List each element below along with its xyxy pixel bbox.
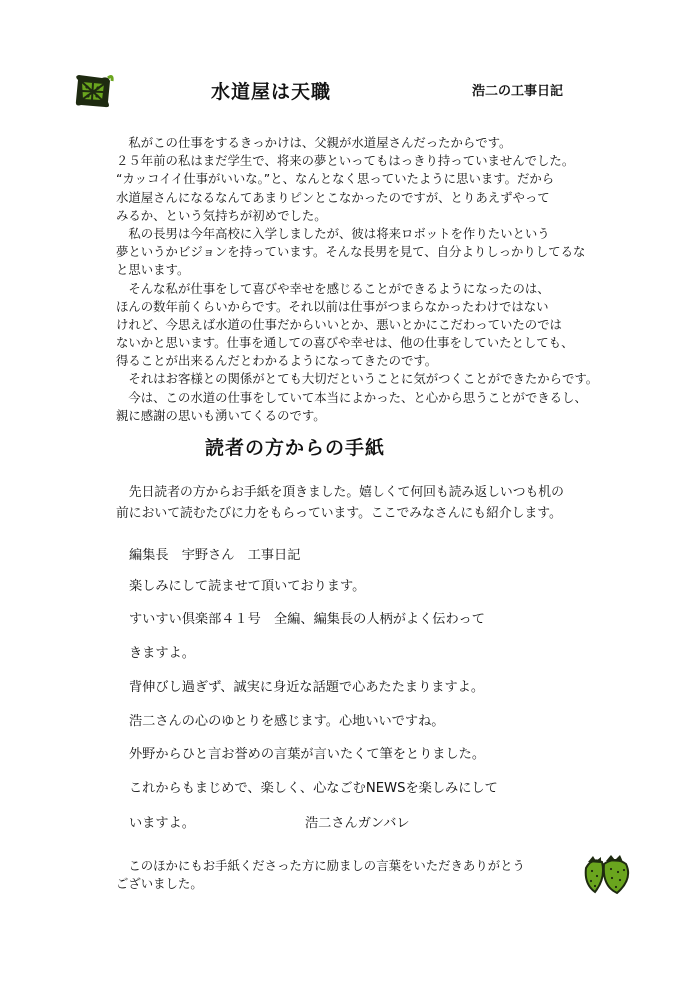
essay-line: 私がこの仕事をするきっかけは、父親が水道屋さんだったからです。 [116, 135, 512, 150]
essay-line: ２５年前の私はまだ学生で、将来の夢といってもはっきり持っていませんでした。 [116, 153, 575, 169]
section-title: 読者の方からの手紙 [205, 437, 386, 459]
intro-line: 先日読者の方からお手紙を頂きました。嬉しくて何回も読み返しいつも机の [116, 485, 564, 500]
essay-line: そんな私が仕事をして喜びや幸せを感じることができるようになったのは、 [116, 280, 550, 296]
essay-line: それはお客様との関係がとても大切だということに気がつくことができたからです。 [116, 371, 599, 387]
essay-line: 今は、この水道の仕事をしていて本当によかった、と心から思うことができるし、 [116, 389, 587, 405]
essay-line: “カッコイイ仕事がいいな。”と、なんとなく思っていたように思います。だから [116, 171, 555, 187]
letter-line: 編集長 宇野さん 工事日記 [129, 548, 301, 563]
letter-line: きますよ。 [129, 646, 195, 661]
essay-line: 得ることが出来るんだとわかるようになってきたのです。 [116, 353, 438, 369]
letter-line: すいすい倶楽部４１号 全編、編集長の人柄がよく伝わって [129, 612, 485, 627]
strawberry-icon [582, 852, 634, 896]
essay-body [116, 134, 598, 425]
essay-line: 水道屋さんになるなんてあまりピンとこなかったのですが、とりあえずやって [116, 189, 550, 205]
essay-line: 親に感謝の思いも湧いてくるのです。 [116, 407, 326, 423]
intro-line: 前において読むたびに力をもらっています。ここでみなさんにも紹介します。 [116, 506, 562, 521]
letter-line: 浩二さんの心のゆとりを感じます。心地いいですね。 [129, 714, 445, 729]
essay-line: ないかと思います。仕事を通しての喜びや幸せは、他の仕事をしていたとしても、 [116, 335, 574, 351]
page-title: 水道屋は天職 [211, 81, 332, 103]
closing-line: ございました。 [116, 876, 203, 891]
letters-intro [116, 482, 564, 524]
column-label: 浩二の工事日記 [472, 84, 564, 99]
closing-line: このほかにもお手紙くださった方に励ましの言葉をいただきありがとう [116, 858, 525, 873]
letter-line: 楽しみにして読ませて頂いております。 [129, 579, 366, 594]
letter-line: 外野からひと言お誉めの言葉が言いたくて筆をとりました。 [129, 747, 486, 762]
letter-line: これからもまじめで、楽しく、心なごむNEWSを楽しみにして [129, 781, 498, 796]
essay-line: ほんの数年前くらいからです。それ以前は仕事がつまらなかったわけではない [116, 298, 549, 314]
essay-line: 私の長男は今年高校に入学しましたが、彼は将来ロボットを作りたいという [116, 225, 550, 241]
letter-line: いますよ。 [129, 816, 195, 831]
essay-line: 夢というかビジョンを持っています。そんな長男を見て、自分よりしっかりしてるな [116, 244, 586, 260]
essay-line: みるか、という気持ちが初めでした。 [116, 207, 327, 223]
letter-line: 背伸びし過ぎず、誠実に身近な話題で心あたたまりますよ。 [129, 680, 485, 695]
letter-signature: 浩二さんガンバレ [305, 816, 410, 831]
closing-note [116, 857, 525, 893]
essay-line: と思います。 [116, 262, 190, 278]
fabric-patch-icon [72, 72, 114, 110]
essay-line: けれど、今思えば水道の仕事だからいいとか、悪いとかにこだわっていたのでは [116, 316, 562, 332]
